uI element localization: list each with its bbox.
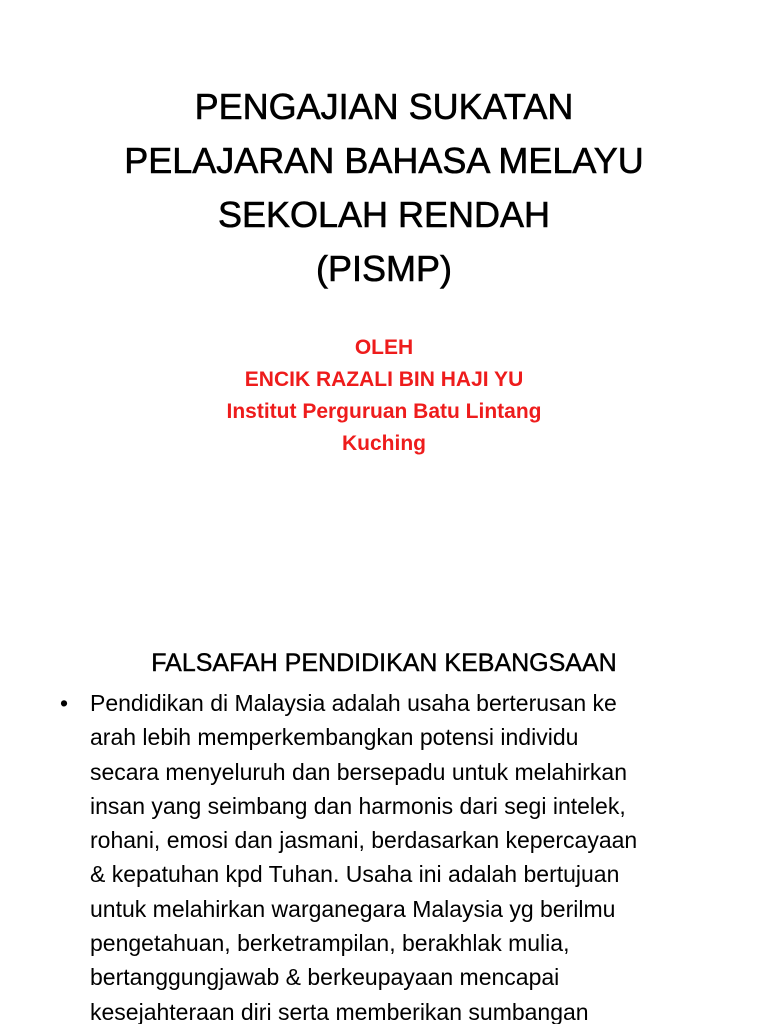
title-line: (PISMP) — [315, 248, 452, 289]
content-slide — [0, 610, 768, 1024]
section-heading: FALSAFAH PENDIDIKAN KEBANGSAAN — [151, 649, 617, 677]
bullet-line: bertanggungjawab & berkeupayaan mencapai — [90, 964, 560, 991]
bullet-line: untuk melahirkan warganegara Malaysia yg berilmu — [90, 895, 616, 922]
bullet-line: kesejahteraan diri serta memberikan sumbangan — [90, 998, 589, 1024]
main-title — [60, 80, 708, 296]
bullet-line: insan yang seimbang dan harmonis dari segi intelek, — [90, 792, 626, 819]
title-line: PELAJARAN BAHASA MELAYU — [124, 140, 644, 181]
bullet-text — [90, 686, 740, 1024]
author-block — [60, 332, 708, 460]
bullet-line: pengetahuan, berketrampilan, berakhlak mulia, — [90, 930, 570, 957]
author-name: ENCIK RAZALI BIN HAJI YU — [244, 368, 524, 391]
bullet-item — [60, 686, 740, 1024]
bullet-line: rohani, emosi dan jasmani, berdasarkan kepercayaan — [90, 827, 638, 854]
bullet-line: secara menyeluruh dan bersepadu untuk melahirkan — [90, 758, 627, 785]
title-line: SEKOLAH RENDAH — [217, 194, 551, 235]
bullet-line: Pendidikan di Malaysia adalah usaha berterusan ke — [90, 690, 617, 716]
author-institution: Institut Perguruan Batu Lintang — [226, 400, 542, 423]
author-city: Kuching — [342, 432, 426, 455]
bullet-line: & kepatuhan kpd Tuhan. Usaha ini adalah bertujuan — [90, 861, 620, 888]
title-line: PENGAJIAN SUKATAN — [194, 86, 574, 127]
bullet-dot-icon: • — [60, 690, 69, 716]
bullet-line: arah lebih memperkembangkan potensi individu — [90, 724, 579, 751]
author-by-label: OLEH — [354, 336, 414, 359]
